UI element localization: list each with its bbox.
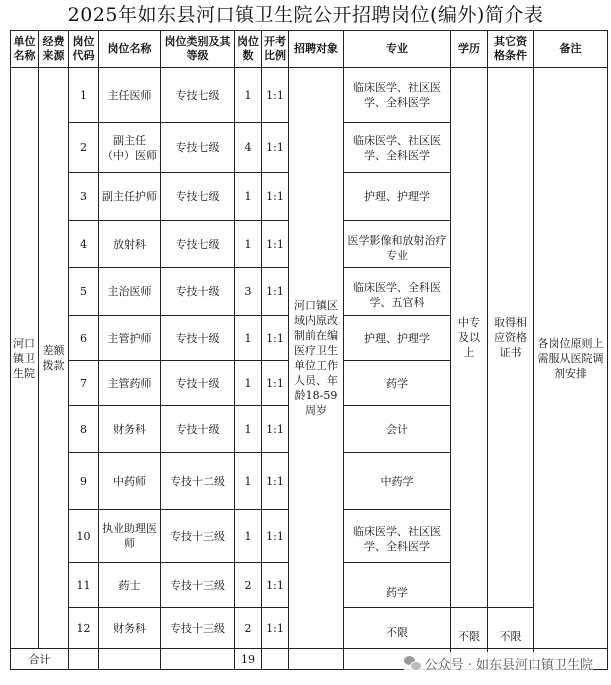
count-cell: 1 bbox=[235, 173, 262, 221]
count-cell: 2 bbox=[235, 563, 262, 608]
header-education: 学历 bbox=[451, 31, 488, 68]
level-cell: 专技十二级 bbox=[161, 453, 235, 510]
ratio-cell: 1:1 bbox=[262, 406, 289, 453]
count-cell: 1 bbox=[235, 406, 262, 453]
name-cell: 主治医师 bbox=[99, 268, 161, 316]
header-note: 备注 bbox=[534, 31, 608, 68]
major-cell: 临床医学、全科医学、五官科 bbox=[344, 268, 451, 316]
header-unit: 单位名称 bbox=[11, 31, 39, 68]
name-cell: 副主任护师 bbox=[99, 173, 161, 221]
job-table bbox=[10, 30, 608, 670]
count-cell: 1 bbox=[235, 68, 262, 123]
name-cell: 中药师 bbox=[99, 453, 161, 510]
other-cell: 取得相应资格证书 bbox=[488, 68, 534, 608]
ratio-cell: 1:1 bbox=[262, 361, 289, 406]
count-cell: 1 bbox=[235, 316, 262, 361]
level-cell: 专技十三级 bbox=[161, 510, 235, 563]
ratio-cell: 1:1 bbox=[262, 268, 289, 316]
major-cell: 临床医学、社区医学、全科医学 bbox=[344, 510, 451, 563]
name-cell: 药士 bbox=[99, 563, 161, 608]
name-cell: 主管护师 bbox=[99, 316, 161, 361]
major-cell: 临床医学、社区医学、全科医学 bbox=[344, 123, 451, 173]
major-cell: 不限 bbox=[344, 608, 451, 649]
level-cell: 专技十三级 bbox=[161, 563, 235, 608]
major-cell: 医学影像和放射治疗专业 bbox=[344, 221, 451, 268]
ratio-cell: 1:1 bbox=[262, 608, 289, 649]
level-cell: 专技七级 bbox=[161, 123, 235, 173]
code-cell: 11 bbox=[69, 563, 99, 608]
ratio-cell: 1:1 bbox=[262, 68, 289, 123]
table-row bbox=[11, 68, 608, 123]
code-cell: 1 bbox=[69, 68, 99, 123]
header-ratio: 开考比例 bbox=[262, 31, 289, 68]
total-count: 19 bbox=[235, 649, 262, 670]
level-cell: 专技十级 bbox=[161, 406, 235, 453]
name-cell: 放射科 bbox=[99, 221, 161, 268]
name-cell: 财务科 bbox=[99, 406, 161, 453]
level-cell: 专技十级 bbox=[161, 361, 235, 406]
count-cell: 1 bbox=[235, 221, 262, 268]
name-cell: 执业助理医师 bbox=[99, 510, 161, 563]
count-cell: 1 bbox=[235, 361, 262, 406]
header-other: 其它资格条件 bbox=[488, 31, 534, 68]
code-cell: 5 bbox=[69, 268, 99, 316]
code-cell: 12 bbox=[69, 608, 99, 649]
level-cell: 专技十级 bbox=[161, 268, 235, 316]
code-cell: 10 bbox=[69, 510, 99, 563]
code-cell: 4 bbox=[69, 221, 99, 268]
watermark bbox=[404, 652, 593, 674]
level-cell: 专技十级 bbox=[161, 316, 235, 361]
major-cell: 药学 bbox=[344, 361, 451, 406]
major-cell: 护理、护理学 bbox=[344, 173, 451, 221]
header-name: 岗位名称 bbox=[99, 31, 161, 68]
count-cell: 1 bbox=[235, 453, 262, 510]
count-cell: 1 bbox=[235, 510, 262, 563]
code-cell: 8 bbox=[69, 406, 99, 453]
wechat-icon bbox=[404, 656, 420, 670]
count-cell: 2 bbox=[235, 608, 262, 649]
major-cell: 药学 bbox=[344, 563, 451, 608]
major-cell: 会计 bbox=[344, 406, 451, 453]
name-cell: 主任医师 bbox=[99, 68, 161, 123]
education-cell: 中专及以上 bbox=[451, 68, 488, 608]
header-level: 岗位类别及其等级 bbox=[161, 31, 235, 68]
total-empty-cell bbox=[262, 649, 289, 670]
header-target: 招聘对象 bbox=[289, 31, 344, 68]
code-cell: 6 bbox=[69, 316, 99, 361]
education-last-cell: 不限 bbox=[451, 608, 488, 649]
total-empty-cell bbox=[289, 649, 344, 670]
total-label: 合计 bbox=[11, 649, 69, 670]
target-cell: 河口镇区域内原改制前在编医疗卫生单位工作人员、年龄18-59周岁 bbox=[289, 68, 344, 649]
ratio-cell: 1:1 bbox=[262, 221, 289, 268]
level-cell: 专技七级 bbox=[161, 221, 235, 268]
ratio-cell: 1:1 bbox=[262, 316, 289, 361]
name-cell: 副主任（中）医师 bbox=[99, 123, 161, 173]
total-empty-cell bbox=[161, 649, 235, 670]
code-cell: 3 bbox=[69, 173, 99, 221]
funding-cell: 差额拨款 bbox=[39, 68, 69, 649]
header-row bbox=[11, 31, 608, 68]
other-last-cell: 不限 bbox=[488, 608, 534, 649]
level-cell: 专技七级 bbox=[161, 68, 235, 123]
level-cell: 专技七级 bbox=[161, 173, 235, 221]
code-cell: 7 bbox=[69, 361, 99, 406]
ratio-cell: 1:1 bbox=[262, 453, 289, 510]
header-major: 专业 bbox=[344, 31, 451, 68]
total-empty-cell bbox=[69, 649, 99, 670]
count-cell: 3 bbox=[235, 268, 262, 316]
code-cell: 9 bbox=[69, 453, 99, 510]
count-cell: 4 bbox=[235, 123, 262, 173]
name-cell: 主管药师 bbox=[99, 361, 161, 406]
unit-cell: 河口镇卫生院 bbox=[11, 68, 39, 649]
ratio-cell: 1:1 bbox=[262, 173, 289, 221]
code-cell: 2 bbox=[69, 123, 99, 173]
ratio-cell: 1:1 bbox=[262, 123, 289, 173]
header-funding: 经费来源 bbox=[39, 31, 69, 68]
note-cell: 各岗位原则上需服从医院调剂安排 bbox=[534, 68, 608, 649]
ratio-cell: 1:1 bbox=[262, 563, 289, 608]
page-title: 2025年如东县河口镇卫生院公开招聘岗位(编外)简介表 bbox=[67, 4, 544, 26]
header-count: 岗位数 bbox=[235, 31, 262, 68]
total-empty-cell bbox=[99, 649, 161, 670]
major-cell: 护理、护理学 bbox=[344, 316, 451, 361]
level-cell: 专技十三级 bbox=[161, 608, 235, 649]
ratio-cell: 1:1 bbox=[262, 510, 289, 563]
watermark-text: 公众号 · 如东县河口镇卫生院 bbox=[424, 657, 593, 673]
major-cell: 临床医学、社区医学、全科医学 bbox=[344, 68, 451, 123]
major-cell: 中药学 bbox=[344, 453, 451, 510]
name-cell: 财务科 bbox=[99, 608, 161, 649]
header-code: 岗位代码 bbox=[69, 31, 99, 68]
